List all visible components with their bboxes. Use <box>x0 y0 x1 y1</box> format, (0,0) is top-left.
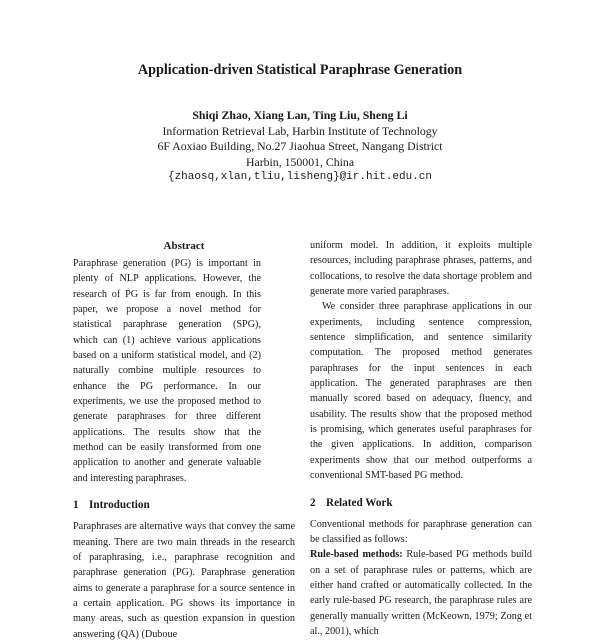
affiliation: Information Retrieval Lab, Harbin Institute of Technology <box>162 123 438 138</box>
address: 6F Aoxiao Building, No.27 Jiaohua Street, Nangang District <box>157 139 443 153</box>
city: Harbin, 150001, China <box>245 154 355 169</box>
rule-based-text: Rule-based PG methods build on a set of paraphrase rules or patterns, which are either hand crafted or automatically collected. In the early rule-based PG research, the paraphrase rules are generally manually written (McKeown, 1979; Zong et al., 2001), which <box>310 549 532 637</box>
section-number: 2 <box>310 496 316 509</box>
left-column <box>73 238 295 642</box>
section-heading-related-work <box>310 496 532 511</box>
abstract-text: Paraphrase generation (PG) is important in plenty of NLP applications. However, the research of PG is far from enough. In this paper, we propose a novel method for statistical paraphrase generation (SPG), which can (1) achieve various applications based on a uniform statistical model, and (2) naturally combine multiple resources to enhance the PG performance. In our experiments, we use the proposed method to generate paraphrases for three different applications. The results show that the method can be easily transformed from one application to another and generate valuable and interesting paraphrases. <box>73 258 261 484</box>
section-title: Related Work <box>326 496 393 509</box>
paper-title: Application-driven Statistical Paraphrase Generation <box>137 62 463 78</box>
right-column <box>310 238 532 639</box>
section-title: Introduction <box>89 499 150 512</box>
author-names: Shiqi Zhao, Xiang Lan, Ting Liu, Sheng Li <box>192 108 408 122</box>
introduction-paragraph: Paraphrases are alternative ways that convey the same meaning. There are two main threads in the research of paraphrasing, i.e., paraphrase recognition and paraphrase generation (PG). Paraphrase generation aims to generate a paraphrase for a source sentence in a certain application. PG shows its importance in many areas, such as question expansion in question answering (QA) (Duboue <box>73 521 295 640</box>
continued-paragraph: uniform model. In addition, it exploits multiple resources, including paraphrase phrases, patterns, and collocations, to resolve the data shortage problem and generate more varied paraphrases. <box>310 240 532 298</box>
section-heading-introduction <box>73 498 295 513</box>
author-block <box>0 108 600 186</box>
related-work-intro: Conventional methods for paraphrase generation can be classified as follows: <box>310 518 532 545</box>
rule-based-label: Rule-based methods: <box>310 549 403 561</box>
email: {zhaosq,xlan,tliu,lisheng}@ir.hit.edu.cn <box>167 171 433 183</box>
rule-based-paragraph <box>310 547 532 639</box>
applications-paragraph: We consider three paraphrase applications in our experiments, including sentence compression, sentence simplification, and sentence similarity computation. The proposed method generates paraphrases for the input sentences in each application. The generated paraphrases are then manually scored based on adequacy, fluency, and usability. The results show that the proposed method is promising, which generates useful paraphrases for the given applications. In addition, comparison experiments show that our method outperforms a conventional SMT-based PG method. <box>310 301 532 482</box>
section-number: 1 <box>73 499 79 512</box>
abstract-heading: Abstract <box>163 240 205 252</box>
